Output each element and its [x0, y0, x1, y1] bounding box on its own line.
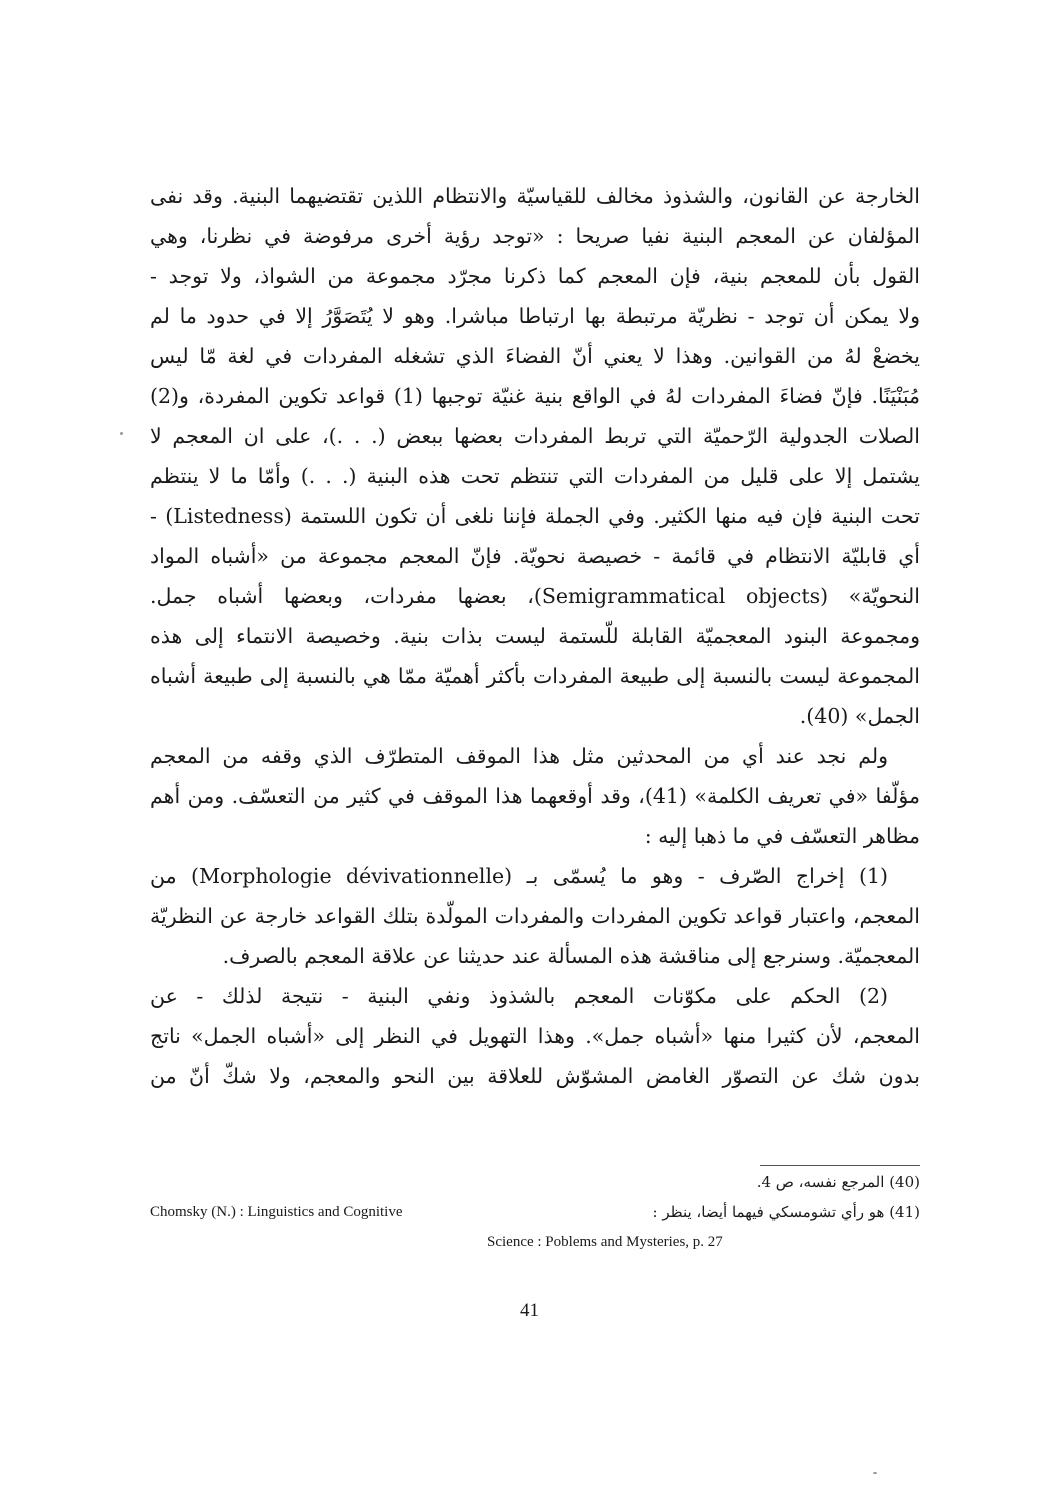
footnote-41-arabic: (41) هو رأي تشومسكي فيهما أيضا، ينظر : — [652, 1203, 920, 1221]
body-line: القول بأن للمعجم بنية، فإن المعجم كما ذكرنا مجرّد مجموعة من الشواذ، ولا توجد - — [150, 264, 920, 288]
body-line: يشتمل إلا على قليل من المفردات التي تنتظم تحت هذه البنية (. . .) وأمّا ما لا ينتظم — [150, 464, 920, 488]
body-line: المجموعة ليست بالنسبة إلى طبيعة المفردات بأكثر أهميّة ممّا هي بالنسبة إلى طبيعة أشباه — [150, 664, 920, 688]
body-line: الجمل» (40). — [799, 704, 920, 728]
scan-speck — [120, 432, 123, 435]
body-line: تحت البنية فإن فيه منها الكثير. وفي الجملة فإننا نلغى أن تكون اللستمة (Listedness) - — [150, 504, 920, 528]
body-line: ومجموعة البنود المعجميّة القابلة للّستمة ليست بذات بنية. وخصيصة الانتماء إلى هذه — [150, 624, 920, 648]
footnote-41 — [150, 1197, 920, 1227]
body-line: ولا يمكن أن توجد - نظريّة مرتبطة بها ارتباطا مباشرا. وهو لا يُتَصَوَّرُ إلا في حدود ما لم — [150, 304, 920, 328]
body-text — [150, 176, 920, 1096]
footnote-40: (40) المرجع نفسه، ص 4. — [756, 1173, 920, 1191]
body-line: النحويّة» (Semigrammatical objects)، بعضها مفردات، وبعضها أشباه جمل. — [150, 584, 920, 608]
body-line: بدون شك عن التصوّر الغامض المشوّش للعلاقة بين النحو والمعجم، ولا شكّ أنّ من — [150, 1064, 920, 1088]
body-line: مظاهر التعسّف في ما ذهبا إليه : — [644, 824, 920, 848]
paragraph-start: ولم نجد عند أي من المحدثين مثل هذا الموقف المتطرّف الذي وقفه من المعجم — [150, 744, 888, 768]
list-item-1: (1) إخراج الصّرف - وهو ما يُسمّى بـ (Morphologie dévivationnelle) من — [150, 864, 888, 888]
list-item-2: (2) الحكم على مكوّنات المعجم بالشذوذ ونفي البنية - نتيجة لذلك - عن — [150, 984, 888, 1008]
body-line: مُبَنْيَنًا. فإنّ فضاءَ المفردات لهُ في الواقع بنية غنيّة توجبها (1) قواعد تكوين المفردة، و(2) — [150, 384, 920, 408]
body-line: يخضعْ لهُ من القوانين. وهذا لا يعني أنّ الفضاءَ الذي تشغله المفردات في لغة مّا ليس — [150, 344, 920, 368]
body-line: المعجم، لأن كثيرا منها «أشباه جمل». وهذا التهويل في النظر إلى «أشباه الجمل» ناتج — [150, 1024, 920, 1048]
footnote-rule — [760, 1165, 920, 1166]
body-line: الصلات الجدولية الرّحميّة التي تربط المفردات بعضها ببعض (. . .)، على ان المعجم لا — [150, 424, 920, 448]
body-line: المعجميّة. وسنرجع إلى مناقشة هذه المسألة عند حديثنا عن علاقة المعجم بالصرف. — [222, 944, 920, 968]
scan-speck — [873, 1472, 877, 1474]
footnotes — [150, 1165, 920, 1257]
body-line: مؤلّفا «في تعريف الكلمة» (41)، وقد أوقعهما هذا الموقف في كثير من التعسّف. ومن أهم — [150, 784, 920, 808]
body-line: المؤلفان عن المعجم البنية نفيا صريحا : «توجد رؤية أخرى مرفوضة في نظرنا، وهي — [150, 224, 920, 248]
footnote-41-continuation: Science : Poblems and Mysteries, p. 27 — [487, 1234, 723, 1250]
body-line: المعجم، واعتبار قواعد تكوين المفردات والمفردات المولّدة بتلك القواعد خارجة عن النظريّة — [150, 904, 920, 928]
page-number: 41 — [520, 1300, 539, 1321]
body-line: أي قابليّة الانتظام في قائمة - خصيصة نحويّة. فإنّ المعجم مجموعة من «أشباه المواد — [150, 544, 920, 568]
body-line: الخارجة عن القانون، والشذوذ مخالف للقياسيّة والانتظام اللذين تقتضيهما البنية. وقد نفى — [150, 184, 920, 208]
footnote-41-reference: Chomsky (N.) : Linguistics and Cognitive — [150, 1204, 403, 1220]
